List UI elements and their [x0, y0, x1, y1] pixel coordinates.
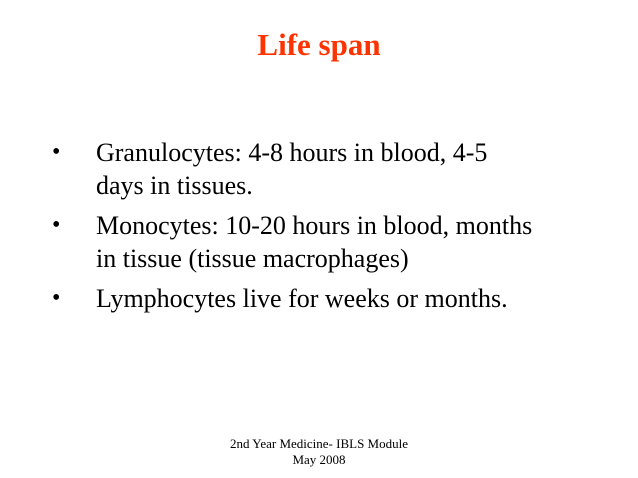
- slide-title: Life span: [257, 27, 381, 62]
- bullet-list: [52, 136, 612, 322]
- bullet-text-line: days in tissues.: [96, 171, 253, 200]
- bullet-text-line: Lymphocytes live for weeks or months.: [96, 284, 508, 313]
- slide-footer: [0, 436, 638, 468]
- bullet-item-granulocytes: [52, 136, 612, 202]
- bullet-text-line: Granulocytes: 4-8 hours in blood, 4-5: [96, 138, 488, 167]
- bullet-text-line: in tissue (tissue macrophages): [96, 244, 409, 273]
- bullet-item-lymphocytes: [52, 282, 612, 315]
- bullet-item-monocytes: [52, 209, 612, 275]
- bullet-text-line: Monocytes: 10-20 hours in blood, months: [96, 211, 533, 240]
- footer-course: 2nd Year Medicine- IBLS Module: [229, 436, 408, 451]
- bullet-icon: •: [52, 212, 61, 238]
- footer-date: May 2008: [292, 452, 346, 467]
- bullet-icon: •: [52, 285, 61, 311]
- bullet-icon: •: [52, 139, 61, 165]
